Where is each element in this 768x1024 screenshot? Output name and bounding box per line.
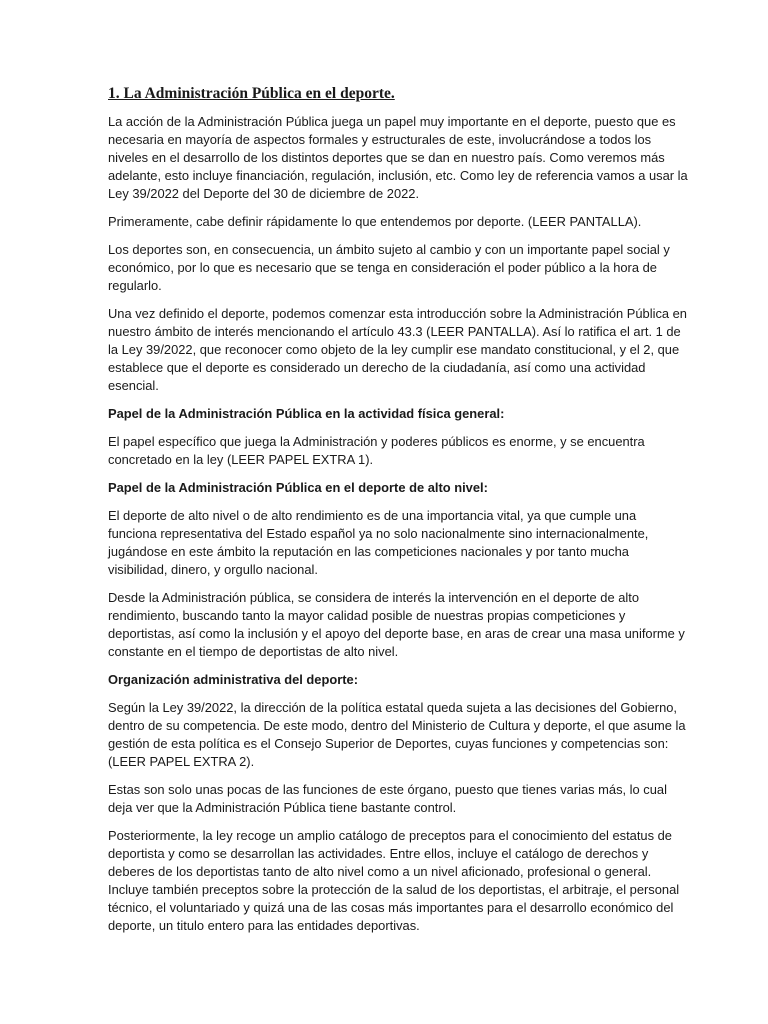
section-content [108, 113, 688, 935]
paragraph: Estas son solo unas pocas de las funciones de este órgano, puesto que tienes varias más, lo cual deja ver que la Administración Pública tiene bastante control. [108, 782, 667, 815]
section-title: 1. La Administración Pública en el deporte. [108, 85, 395, 102]
paragraph: La acción de la Administración Pública juega un papel muy importante en el deporte, puesto que es necesaria en mayoría de aspectos formales y estructurales de este, involucrándose a todos los niveles en el desarrollo de los distintos deportes que se dan en nuestro país. Como veremos más adelante, esto incluye financiación, regulación, inclusión, etc. Como ley de referencia vamos a usar la Ley 39/2022 del Deporte del 30 de diciembre de 2022. [108, 114, 688, 201]
document-body [108, 84, 688, 945]
paragraph: Desde la Administración pública, se considera de interés la intervención en el deporte de alto rendimiento, buscando tanto la mayor calidad posible de nuestras propias competiciones y deportistas, así como la inclusión y el apoyo del deporte base, en aras de crear una masa uniforme y constante en el tiempo de deportistas de alto nivel. [108, 590, 685, 659]
paragraph: Primeramente, cabe definir rápidamente lo que entendemos por deporte. (LEER PANTALLA). [108, 214, 642, 229]
paragraph: Una vez definido el deporte, podemos comenzar esta introducción sobre la Administración Pública en nuestro ámbito de interés mencionando el artículo 43.3 (LEER PANTALLA). Así lo ratifica el art. 1 de la Ley 39/2022, que reconocer como objeto de la ley cumplir ese mandato constitucional, y el 2, que establece que el deporte es considerado un derecho de la ciudadanía, así como una actividad esencial. [108, 306, 687, 393]
subsection-heading: Organización administrativa del deporte: [108, 672, 358, 687]
paragraph: El papel específico que juega la Administración y poderes públicos es enorme, y se encuentra concretado en la ley (LEER PAPEL EXTRA 1). [108, 434, 645, 467]
subsection-heading: Papel de la Administración Pública en la actividad física general: [108, 406, 505, 421]
paragraph: El deporte de alto nivel o de alto rendimiento es de una importancia vital, ya que cumple una funciona representativa del Estado español ya no solo nacionalmente sino internacionalmente, jugándose en este ámbito la reputación en las competiciones nacionales y por tanto mucha visibilidad, dinero, y orgullo nacional. [108, 508, 649, 577]
paragraph: Posteriormente, la ley recoge un amplio catálogo de preceptos para el conocimiento del estatus de deportista y como se desarrollan las actividades. Entre ellos, incluye el catálogo de derechos y deberes de los deportistas tanto de alto nivel como a un nivel aficionado, profesional o general. Incluye también preceptos sobre la protección de la salud de los deportistas, el arbitraje, el personal técnico, el voluntariado y quizá una de las cosas más importantes para el desarrollo económico del deporte, un titulo entero para las entidades deportivas. [108, 828, 680, 933]
subsection-heading: Papel de la Administración Pública en el deporte de alto nivel: [108, 480, 488, 495]
paragraph: Según la Ley 39/2022, la dirección de la política estatal queda sujeta a las decisiones del Gobierno, dentro de su competencia. De este modo, dentro del Ministerio de Cultura y deporte, el que asume la gestión de esta política es el Consejo Superior de Deportes, cuyas funciones y competencias son: (LEER PAPEL EXTRA 2). [108, 700, 686, 769]
paragraph: Los deportes son, en consecuencia, un ámbito sujeto al cambio y con un importante papel social y económico, por lo que es necesario que se tenga en consideración el poder público a la hora de regularlo. [108, 242, 670, 293]
